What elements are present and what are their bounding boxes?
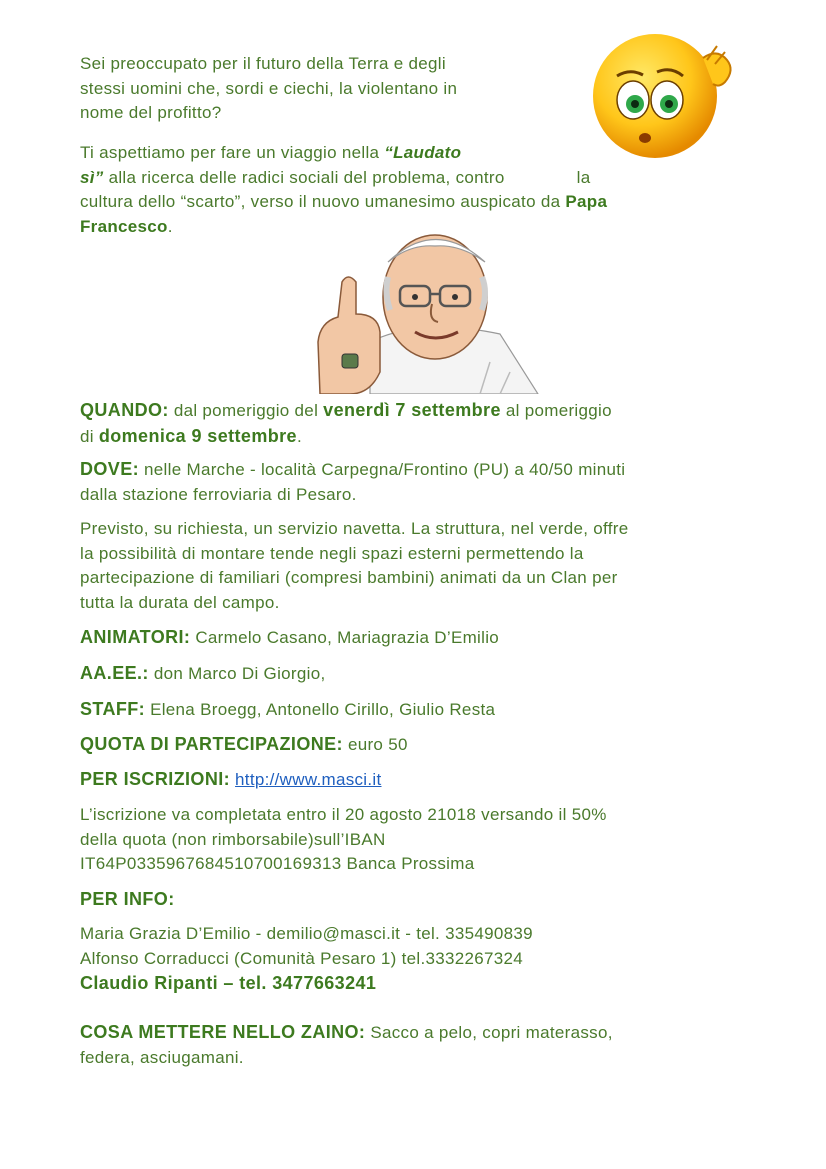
aaee-line bbox=[80, 661, 325, 687]
intro-paragraph bbox=[80, 52, 457, 126]
intro-line-1: Sei preoccupato per il futuro della Terra e degli bbox=[80, 54, 446, 73]
laudato-title-end: sì” bbox=[80, 167, 104, 187]
iscrizione-note bbox=[80, 803, 607, 877]
intro-line-3: nome del profitto? bbox=[80, 103, 222, 122]
intro-line-2: stessi uomini che, sordi e ciechi, la violentano in bbox=[80, 78, 458, 98]
info-heading bbox=[80, 887, 175, 913]
invite-text-3: la bbox=[576, 167, 591, 187]
info-contacts bbox=[80, 922, 533, 997]
invite-period: . bbox=[167, 216, 173, 236]
navetta-line-2: la possibilità di montare tende negli spazi esterni permettendo la bbox=[80, 543, 584, 563]
francesco-label: Francesco bbox=[80, 216, 168, 236]
iscrizioni-label: PER ISCRIZIONI: bbox=[80, 769, 231, 789]
laudato-title: “Laudato bbox=[384, 143, 462, 162]
quando-text-3: di bbox=[80, 426, 99, 446]
pope-thumbs-up-icon bbox=[300, 222, 540, 394]
invite-text-4: cultura dello “scarto”, verso il nuovo umanesimo auspicato da bbox=[80, 192, 566, 211]
quando-text-1: dal pomeriggio del bbox=[168, 401, 324, 420]
quando-label: QUANDO: bbox=[80, 400, 169, 420]
staff-line bbox=[80, 697, 495, 723]
info-label: PER INFO: bbox=[80, 889, 175, 909]
staff-label: STAFF: bbox=[80, 699, 146, 719]
zaino-label: COSA METTERE NELLO ZAINO: bbox=[80, 1022, 366, 1042]
iscrizione-note-line-1: L’iscrizione va completata entro il 20 agosto 21018 versando il 50% bbox=[80, 805, 607, 824]
dove-line-1: nelle Marche - località Carpegna/Frontino (PU) a 40/50 minuti bbox=[139, 460, 626, 479]
zaino-line-2: federa, asciugamani. bbox=[80, 1047, 244, 1067]
contact-line-3: Claudio Ripanti – tel. 3477663241 bbox=[80, 973, 377, 993]
staff-value: Elena Broegg, Antonello Cirillo, Giulio Resta bbox=[145, 700, 496, 719]
navetta-line-1: Previsto, su richiesta, un servizio navetta. La struttura, nel verde, offre bbox=[80, 519, 629, 538]
quando-text-2: al pomeriggio bbox=[500, 401, 612, 420]
masci-website-link[interactable]: http://www.masci.it bbox=[235, 770, 382, 789]
iscrizione-note-line-3: IT64P0335967684510700169313 Banca Prossima bbox=[80, 854, 475, 873]
navetta-paragraph bbox=[80, 517, 748, 615]
contact-line-1: Maria Grazia D’Emilio - demilio@masci.it - tel. 335490839 bbox=[80, 924, 533, 943]
iscrizioni-line bbox=[80, 767, 382, 793]
iscrizione-note-line-2: della quota (non rimborsabile)sull’IBAN bbox=[80, 829, 386, 849]
quando-end-date: domenica 9 settembre bbox=[98, 425, 297, 446]
aaee-label: AA.EE.: bbox=[80, 663, 149, 683]
dove-line-2: dalla stazione ferroviaria di Pesaro. bbox=[80, 484, 357, 504]
zaino-line-1: Sacco a pelo, copri materasso, bbox=[365, 1023, 613, 1042]
invite-text-1: Ti aspettiamo per fare un viaggio nella bbox=[80, 143, 385, 162]
animatori-line bbox=[80, 625, 499, 651]
dove-label: DOVE: bbox=[80, 459, 140, 479]
animatori-label: ANIMATORI: bbox=[80, 627, 191, 647]
quota-label: QUOTA DI PARTECIPAZIONE: bbox=[80, 734, 343, 754]
navetta-line-4: tutta la durata del campo. bbox=[80, 592, 280, 612]
animatori-value: Carmelo Casano, Mariagrazia D’Emilio bbox=[190, 628, 500, 647]
navetta-line-3: partecipazione di familiari (compresi bambini) animati da un Clan per bbox=[80, 568, 618, 587]
invite-text-2: alla ricerca delle radici sociali del problema, contro bbox=[103, 167, 505, 187]
contact-line-2: Alfonso Corraducci (Comunità Pesaro 1) tel.3332267324 bbox=[80, 948, 524, 968]
quando-text-4: . bbox=[296, 426, 302, 446]
zaino-paragraph bbox=[80, 1020, 613, 1070]
quando-paragraph bbox=[80, 398, 748, 449]
quota-line bbox=[80, 732, 408, 758]
papa-label: Papa bbox=[565, 192, 608, 211]
quando-start-date: venerdì 7 settembre bbox=[323, 400, 501, 420]
aaee-value: don Marco Di Giorgio, bbox=[148, 664, 326, 683]
quota-value: euro 50 bbox=[342, 735, 408, 754]
dove-paragraph bbox=[80, 457, 748, 507]
